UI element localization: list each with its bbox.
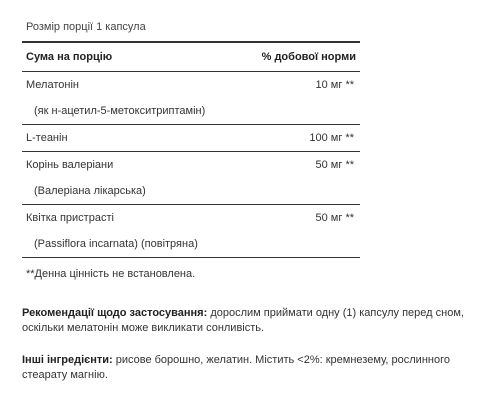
- other-ingredients: [22, 353, 492, 383]
- recommendation-text: дорослим приймати одну (1) капсулу перед сном, оскільки мелатонін може викликати сонливість.: [22, 307, 464, 334]
- ingredient-melatonin: [22, 72, 360, 125]
- usage-recommendation: [22, 306, 492, 336]
- daily-value-footnote: **Денна цінність не встановлена.: [26, 268, 196, 280]
- ingredient-detail: (Passiflora incarnata) (повітряна): [34, 238, 198, 250]
- ingredient-passion-flower: [22, 205, 360, 258]
- ingredient-name: L-теанін: [26, 132, 68, 144]
- ingredient-amount: 50 мг **: [315, 159, 354, 171]
- table-row: [22, 98, 360, 124]
- ingredient-l-theanine: [22, 125, 360, 152]
- daily-value-label: % добової норми: [261, 51, 356, 63]
- other-ingredients-label: Інші інгредієнти:: [22, 354, 113, 366]
- table-header: [22, 43, 360, 71]
- ingredient-name: Квітка пристрасті: [26, 212, 114, 224]
- table-row: [22, 72, 360, 98]
- table-row: [22, 152, 360, 178]
- ingredient-name: Корінь валеріани: [26, 159, 114, 171]
- serving-size: Розмір порції 1 капсула: [26, 21, 146, 33]
- ingredient-amount: 10 мг **: [315, 79, 354, 91]
- ingredient-amount: 100 мг **: [309, 132, 354, 144]
- recommendation-label: Рекомендації щодо застосування:: [22, 307, 208, 319]
- other-ingredients-text: рисове борошно, желатин. Містить <2%: кремнезему, рослинного стеарату магнію.: [22, 354, 450, 381]
- table-row: [22, 231, 360, 257]
- amount-per-serving-label: Сума на порцію: [26, 51, 113, 63]
- table-row: [22, 205, 360, 231]
- ingredient-name: Мелатонін: [26, 79, 79, 91]
- supplement-facts-table: [22, 14, 360, 290]
- table-row: [22, 178, 360, 204]
- ingredient-valerian-root: [22, 152, 360, 205]
- ingredient-detail: (Валеріана лікарська): [34, 185, 146, 197]
- table-row: [22, 125, 360, 151]
- ingredient-detail: (як н-ацетил-5-метокситриптамін): [34, 105, 206, 117]
- ingredient-amount: 50 мг **: [315, 212, 354, 224]
